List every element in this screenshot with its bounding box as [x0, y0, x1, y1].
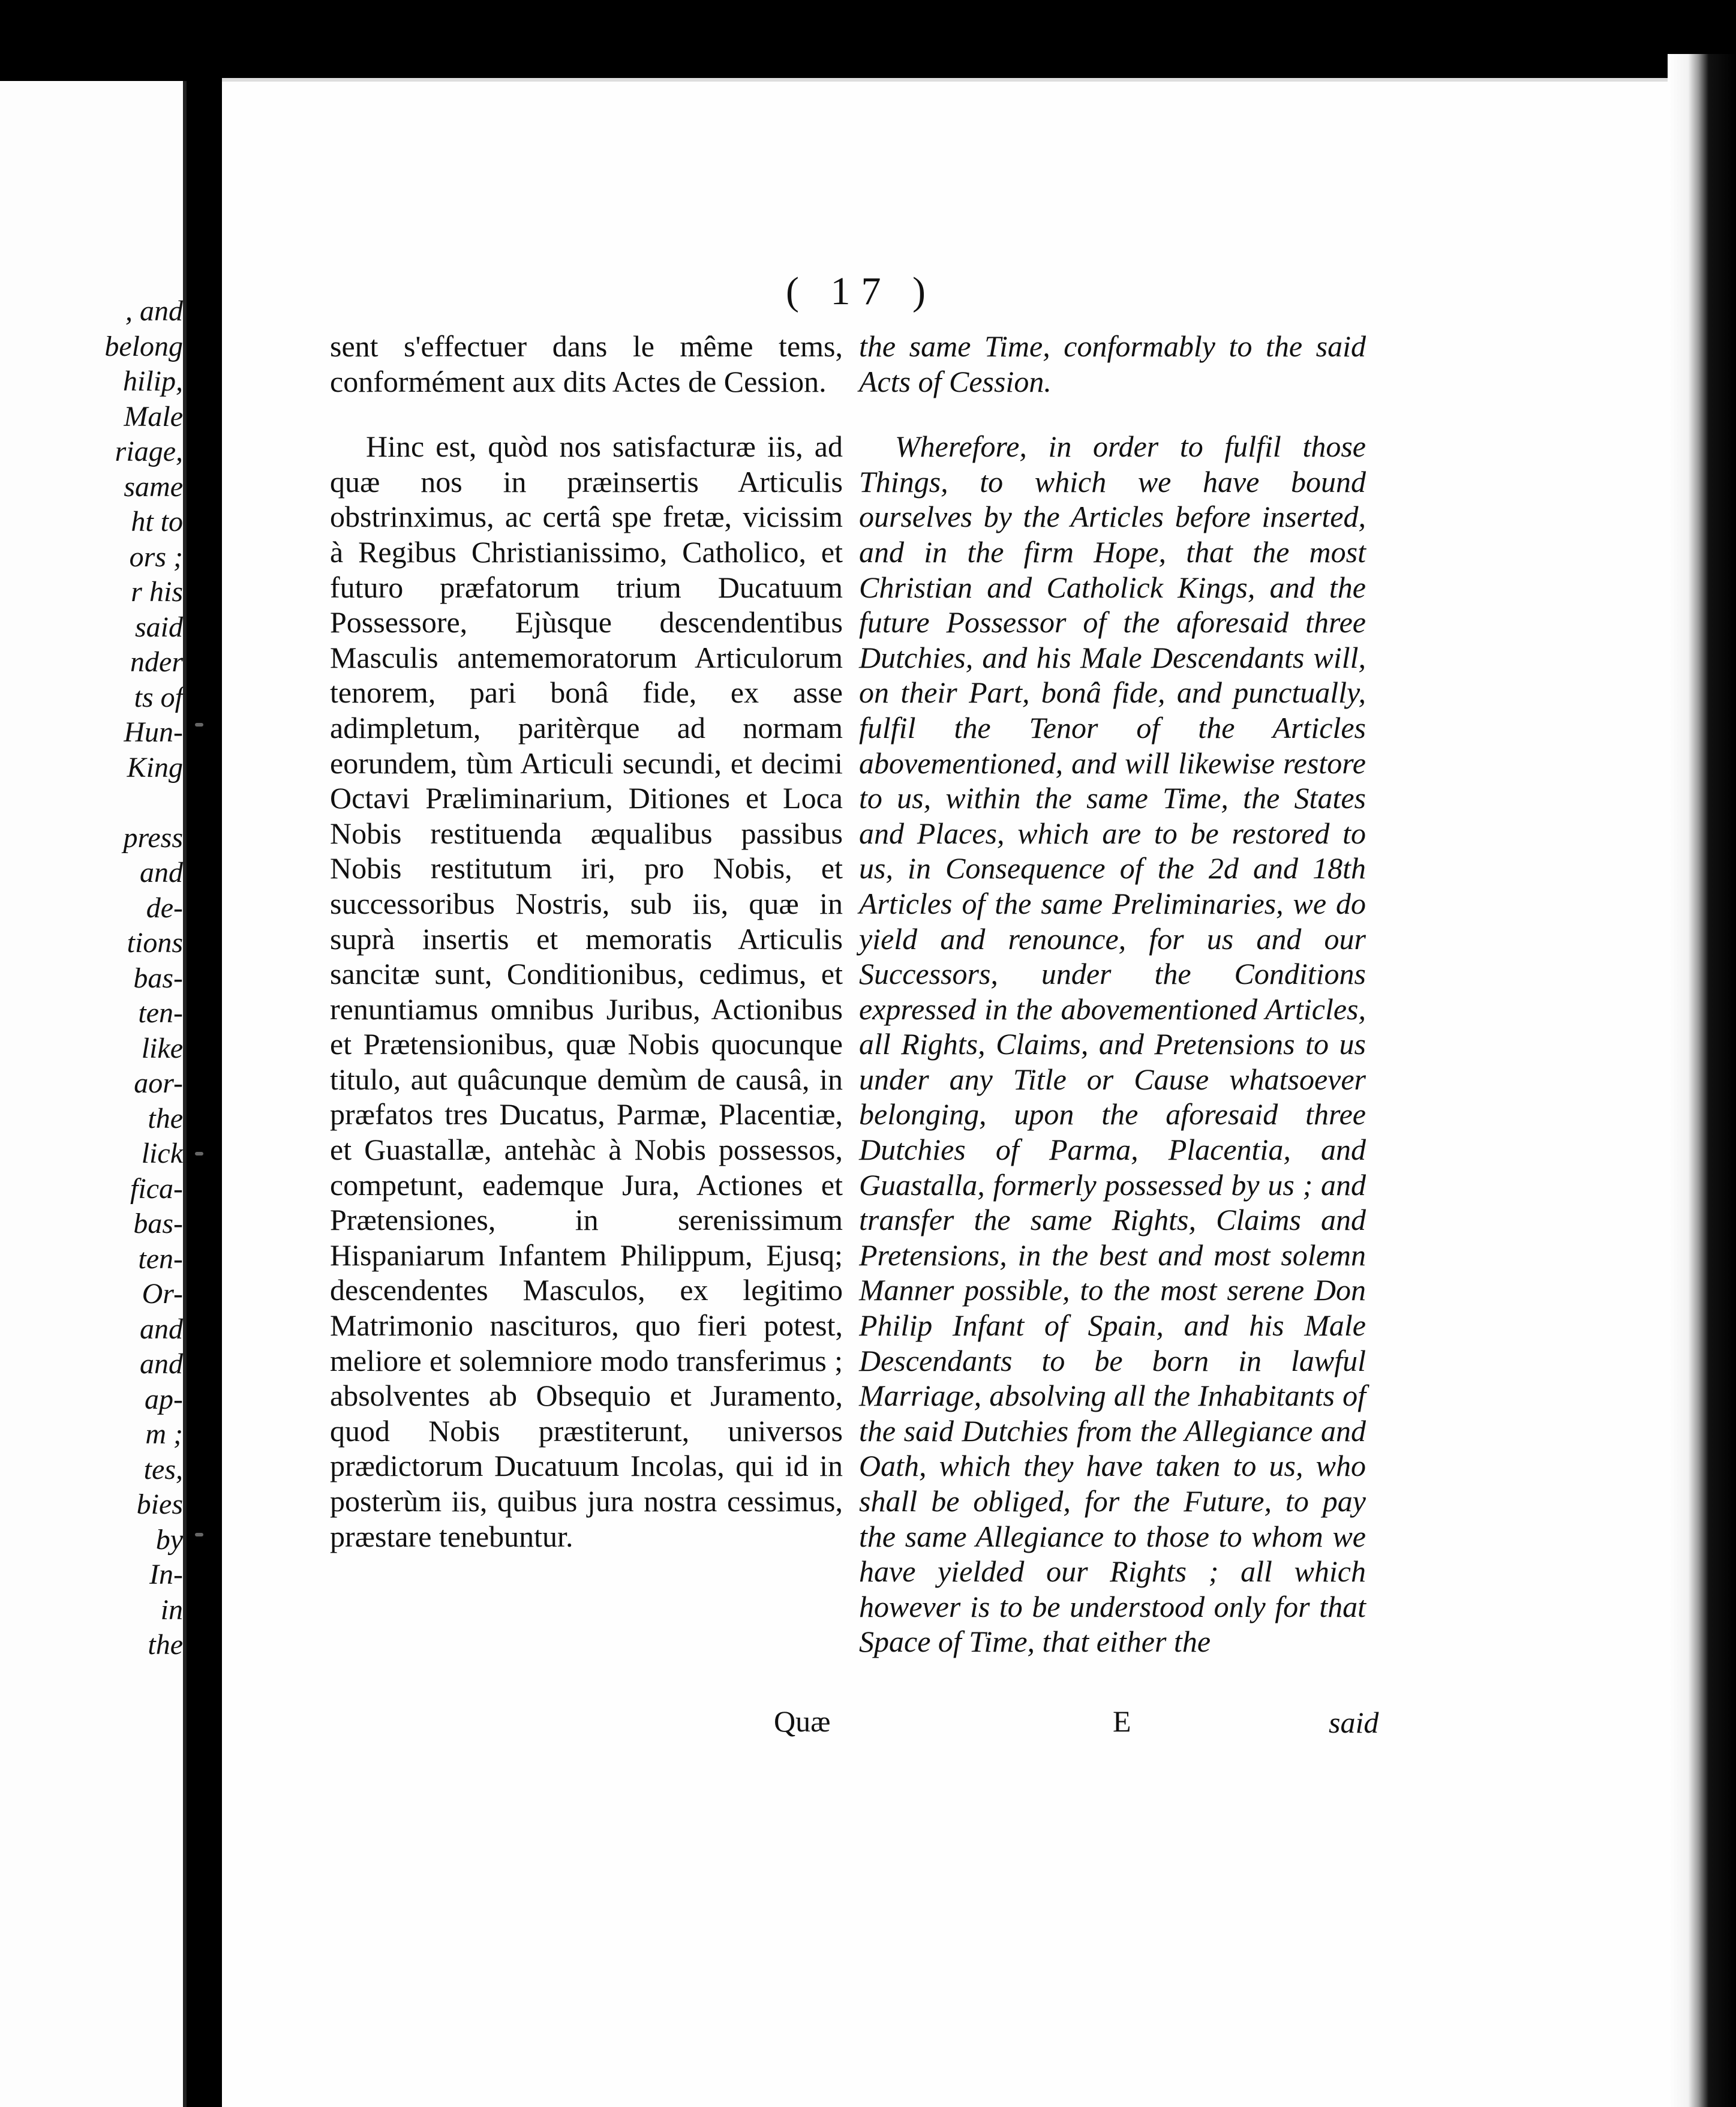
- left-page-line: ten-: [138, 1242, 183, 1275]
- left-page-line: and: [140, 857, 183, 889]
- left-page-line: belong: [104, 330, 183, 362]
- left-page-line: nder: [130, 646, 183, 678]
- left-page-line: Male: [124, 400, 183, 433]
- left-page-line: tions: [127, 927, 183, 959]
- left-page-line: aor-: [134, 1067, 183, 1099]
- left-page-line: bas-: [133, 1208, 183, 1239]
- left-page-line: ht to: [131, 506, 183, 538]
- signature-mark: E: [1113, 1704, 1131, 1738]
- left-page-line: r his: [131, 576, 183, 608]
- margin-mark: [195, 1152, 203, 1155]
- left-page-line: fica-: [130, 1172, 183, 1205]
- left-page-line: by: [155, 1523, 183, 1556]
- left-page-line: Hun-: [124, 716, 183, 748]
- english-paragraph-1: the same Time, conformably to the said Acts of Cession.: [859, 329, 1366, 398]
- left-page-line: bas-: [133, 962, 183, 994]
- left-page-line: ts of: [134, 681, 183, 713]
- latin-paragraph-2: Hinc est, quòd nos satisfacturæ iis, ad quæ nos in præinsertis Articulis obstrinximus, ac certâ spe fretæ, vicissim à Regibus Christianissimo, Catholico, et futuro præfatorum trium Ducatuum Possessore, Ejùsque descendentibus Masculis antememoratorum Articulorum tenorem, pari bonâ fide, ex asse adimpletum, paritèrque ad normam eorundem, tùm Articuli secundi, et decimi Octavi Præliminarium, Ditiones et Loca Nobis restituenda æqualibus passibus Nobis restitutum iri, pro Nobis, et successoribus Nostris, sub iis, quæ in suprà insertis et memoratis Articulis sancitæ sunt, Conditionibus, cedimus, et renuntiamus omnibus Juribus, Actionibus et Prætensionibus, quæ Nobis quocunque titulo, aut quâcunque demùm de causâ, in præfatos tres Ducatus, Parmæ, Placentiæ, et Guastallæ, antehàc à Nobis possessos, competunt, eademque Jura, Actiones et Prætensiones, in serenissimum Hispaniarum Infantem Philippum, Ejusq; descendentes Masculos, ex legitimo Matrimonio nascituros, quo fieri potest, meliore et solemniore modo transferimus ; absolventes ab Obsequio et Juramento, quod Nobis præstiterunt, universos prædictorum Ducatuum Incolas, qui id in posterùm iis, quibus jura nostra cessimus, præstare tenebuntur.: [330, 430, 843, 1553]
- left-page-line: the: [148, 1629, 183, 1661]
- latin-paragraph-1: sent s'effectuer dans le même tems, conformément aux dits Actes de Cession.: [330, 329, 843, 398]
- left-page-line: in: [160, 1593, 183, 1626]
- english-column: [859, 329, 1366, 1659]
- left-page-line: press: [123, 821, 183, 854]
- margin-mark: [195, 723, 203, 727]
- left-page-line: riage,: [115, 436, 183, 467]
- left-page-line: said: [134, 611, 183, 643]
- margin-mark: [195, 1533, 203, 1536]
- left-page-line: hilip,: [122, 365, 183, 397]
- left-page-line: same: [124, 470, 183, 503]
- latin-catchword: Quæ: [774, 1704, 831, 1738]
- left-page-text: [9, 294, 183, 1663]
- left-page-line: the: [148, 1102, 183, 1134]
- left-page-line: bies: [136, 1488, 183, 1520]
- left-page-line: and: [140, 1313, 183, 1345]
- left-page-line: [9, 785, 183, 821]
- page-edge-shadow: [1668, 54, 1736, 2107]
- left-page-line: de-: [146, 892, 183, 924]
- left-page-line: like: [141, 1032, 183, 1064]
- left-page-line: Or-: [142, 1278, 183, 1310]
- page-number: ( 17 ): [786, 269, 936, 313]
- left-page-line: ap-: [145, 1383, 183, 1415]
- english-catchword: said: [1329, 1706, 1379, 1739]
- left-page-line: lick: [141, 1137, 183, 1169]
- left-page-line: m ;: [145, 1418, 183, 1450]
- left-facing-page: [0, 81, 187, 2107]
- left-page-line: ten-: [138, 997, 183, 1029]
- left-page-line: tes,: [143, 1453, 183, 1485]
- left-page-line: , and: [125, 295, 183, 327]
- english-paragraph-2: Wherefore, in order to fulfil those Things, to which we have bound ourselves by the Articles before inserted, and in the firm Hope, that the most Christian and Catholick Kings, and the future Possessor of the aforesaid three Dutchies, and his Male Descendants will, on their Part, bonâ fide, and punctually, fulfil the Tenor of the Articles abovementioned, and will likewise restore to us, within the same Time, the States and Places, which are to be restored to us, in Consequence of the 2d and 18th Articles of the same Preliminaries, we do yield and renounce, for us and our Successors, under the Conditions expressed in the abovementioned Articles, all Rights, Claims, and Pretensions to us under any Title or Cause whatsoever belonging, upon the aforesaid three Dutchies of Parma, Placentia, and Guastalla, formerly possessed by us ; and transfer the same Rights, Claims and Pretensions, in the best and most solemn Manner possible, to the most serene Don Philip Infant of Spain, and his Male Descendants to be born in lawful Marriage, absolving all the Inhabitants of the said Dutchies from the Allegiance and Oath, which they have taken to us, who shall be obliged, for the Future, to pay the same Allegiance to those to whom we have yielded our Rights ; all which however is to be understood only for that Space of Time, that either the: [859, 430, 1366, 1659]
- left-page-line: King: [127, 751, 183, 784]
- left-page-line: and: [140, 1348, 183, 1380]
- left-page-line: In-: [149, 1559, 183, 1590]
- latin-column: [330, 329, 843, 1554]
- left-page-line: ors ;: [129, 541, 183, 573]
